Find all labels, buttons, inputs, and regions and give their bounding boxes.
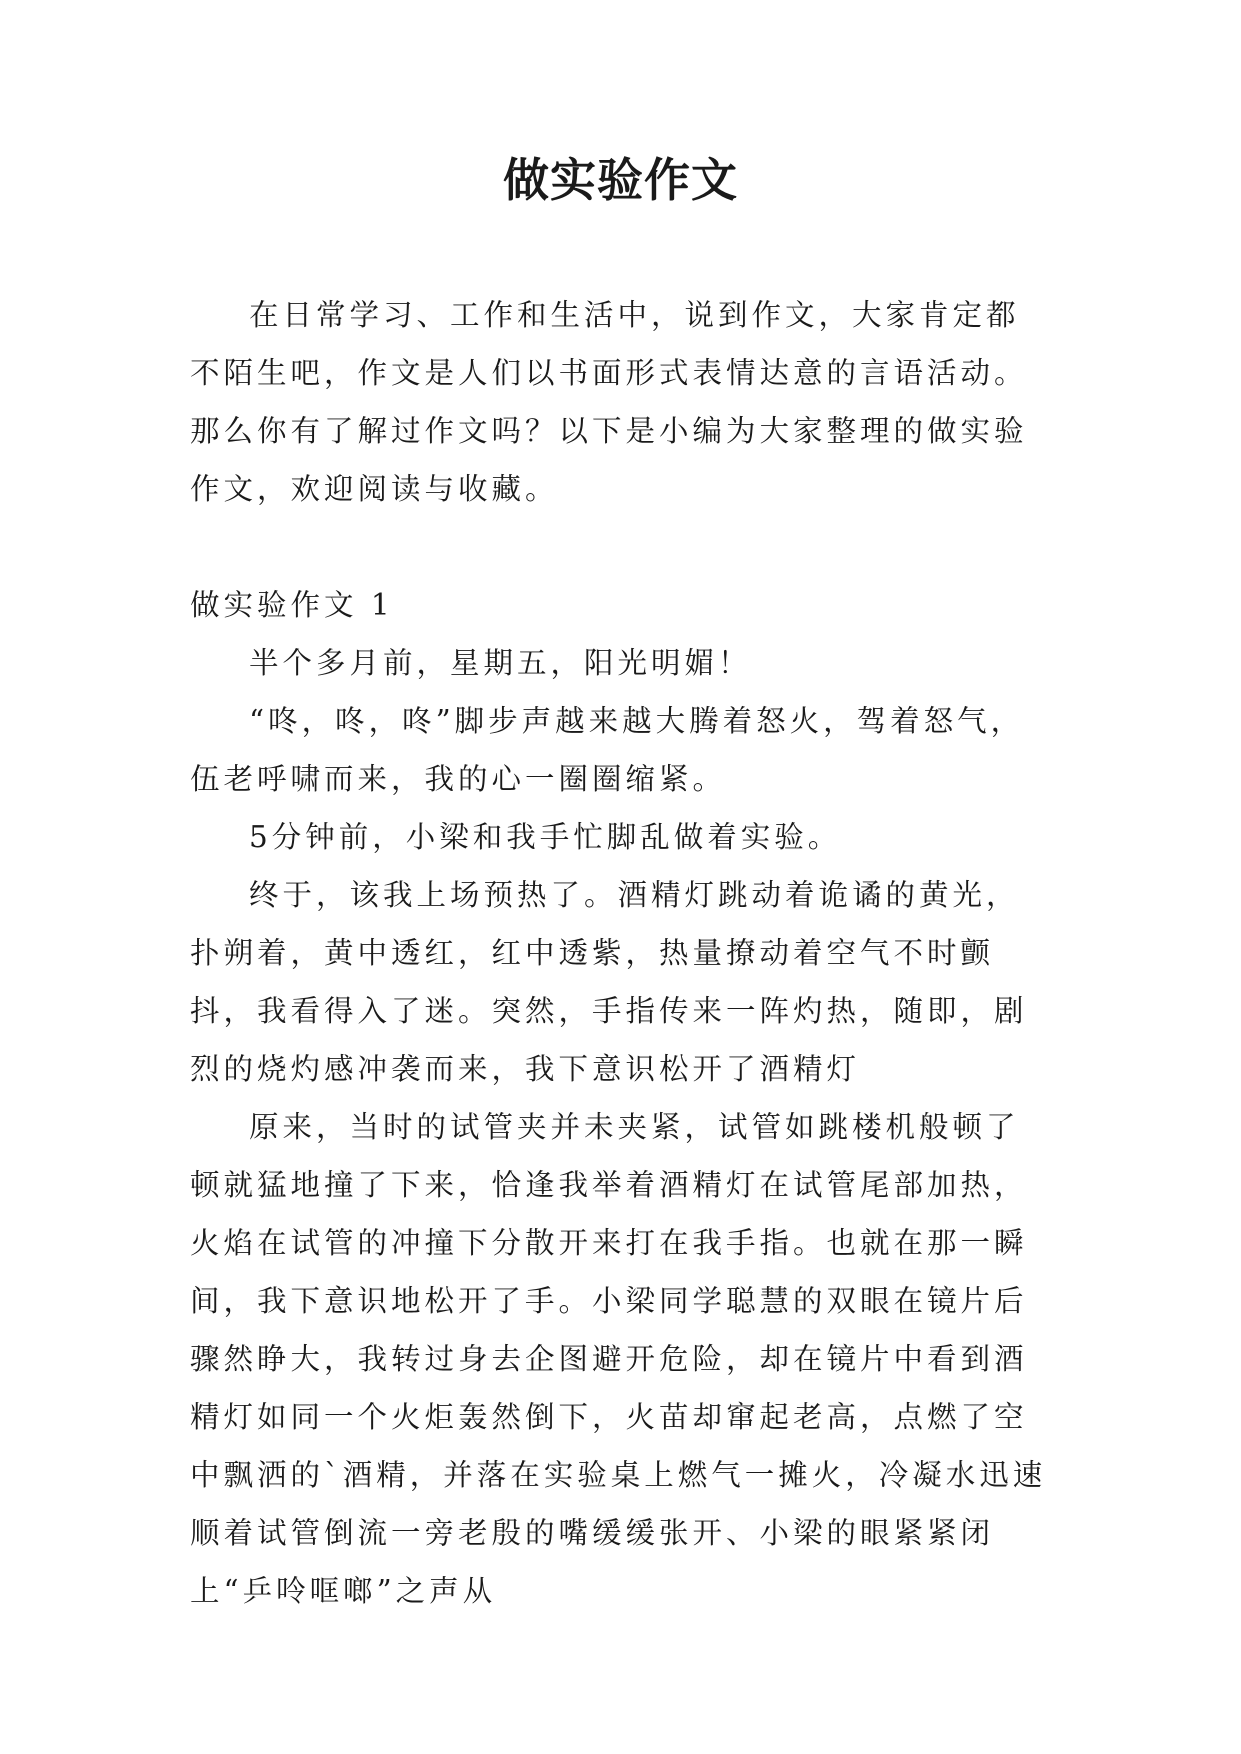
body-paragraph: 5分钟前，小梁和我手忙脚乱做着实验。 [249, 820, 842, 854]
body-paragraph: 原来，当时的试管夹并未夹紧，试管如跳楼机般顿了顿就猛地撞了下来，恰逢我举着酒精灯在试管尾部加热，火焰在试管的冲撞下分散开来打在我手指。也就在那一瞬间，我下意识地松开了手。小梁同学聪慧的双眼在镜片后骤然睁大，我转过身去企图避开危险，却在镜片中看到酒精灯如同一个火炬轰然倒下，火苗却窜起老高，点燃了空中飘洒的`酒精，并落在实验桌上燃气一摊火，冷凝水迅速顺着试管倒流一旁老殷的嘴缓缓张开、小梁的眼紧紧闭上“乒呤哐啷”之声从 [190, 1110, 1047, 1608]
document-body [190, 286, 1050, 1620]
body-paragraph: 终于，该我上场预热了。酒精灯跳动着诡谲的黄光，扑朔着，黄中透红，红中透紫，热量撩动着空气不时颤抖，我看得入了迷。突然，手指传来一阵灼热，随即，剧烈的烧灼感冲袭而来，我下意识松开了酒精灯 [190, 878, 1028, 1086]
intro-paragraph: 在日常学习、工作和生活中，说到作文，大家肯定都不陌生吧，作文是人们以书面形式表情达意的言语活动。那么你有了解过作文吗？以下是小编为大家整理的做实验作文，欢迎阅读与收藏。 [190, 298, 1028, 506]
paragraph-spacer [190, 518, 1050, 576]
document-title: 做实验作文 [503, 153, 738, 207]
section-heading: 做实验作文 1 [190, 588, 394, 622]
body-paragraph: “咚，咚，咚”脚步声越来越大腾着怒火，驾着怒气，伍老呼啸而来，我的心一圈圈缩紧。 [190, 704, 1025, 796]
body-paragraph: 半个多月前，星期五，阳光明媚！ [249, 646, 752, 680]
